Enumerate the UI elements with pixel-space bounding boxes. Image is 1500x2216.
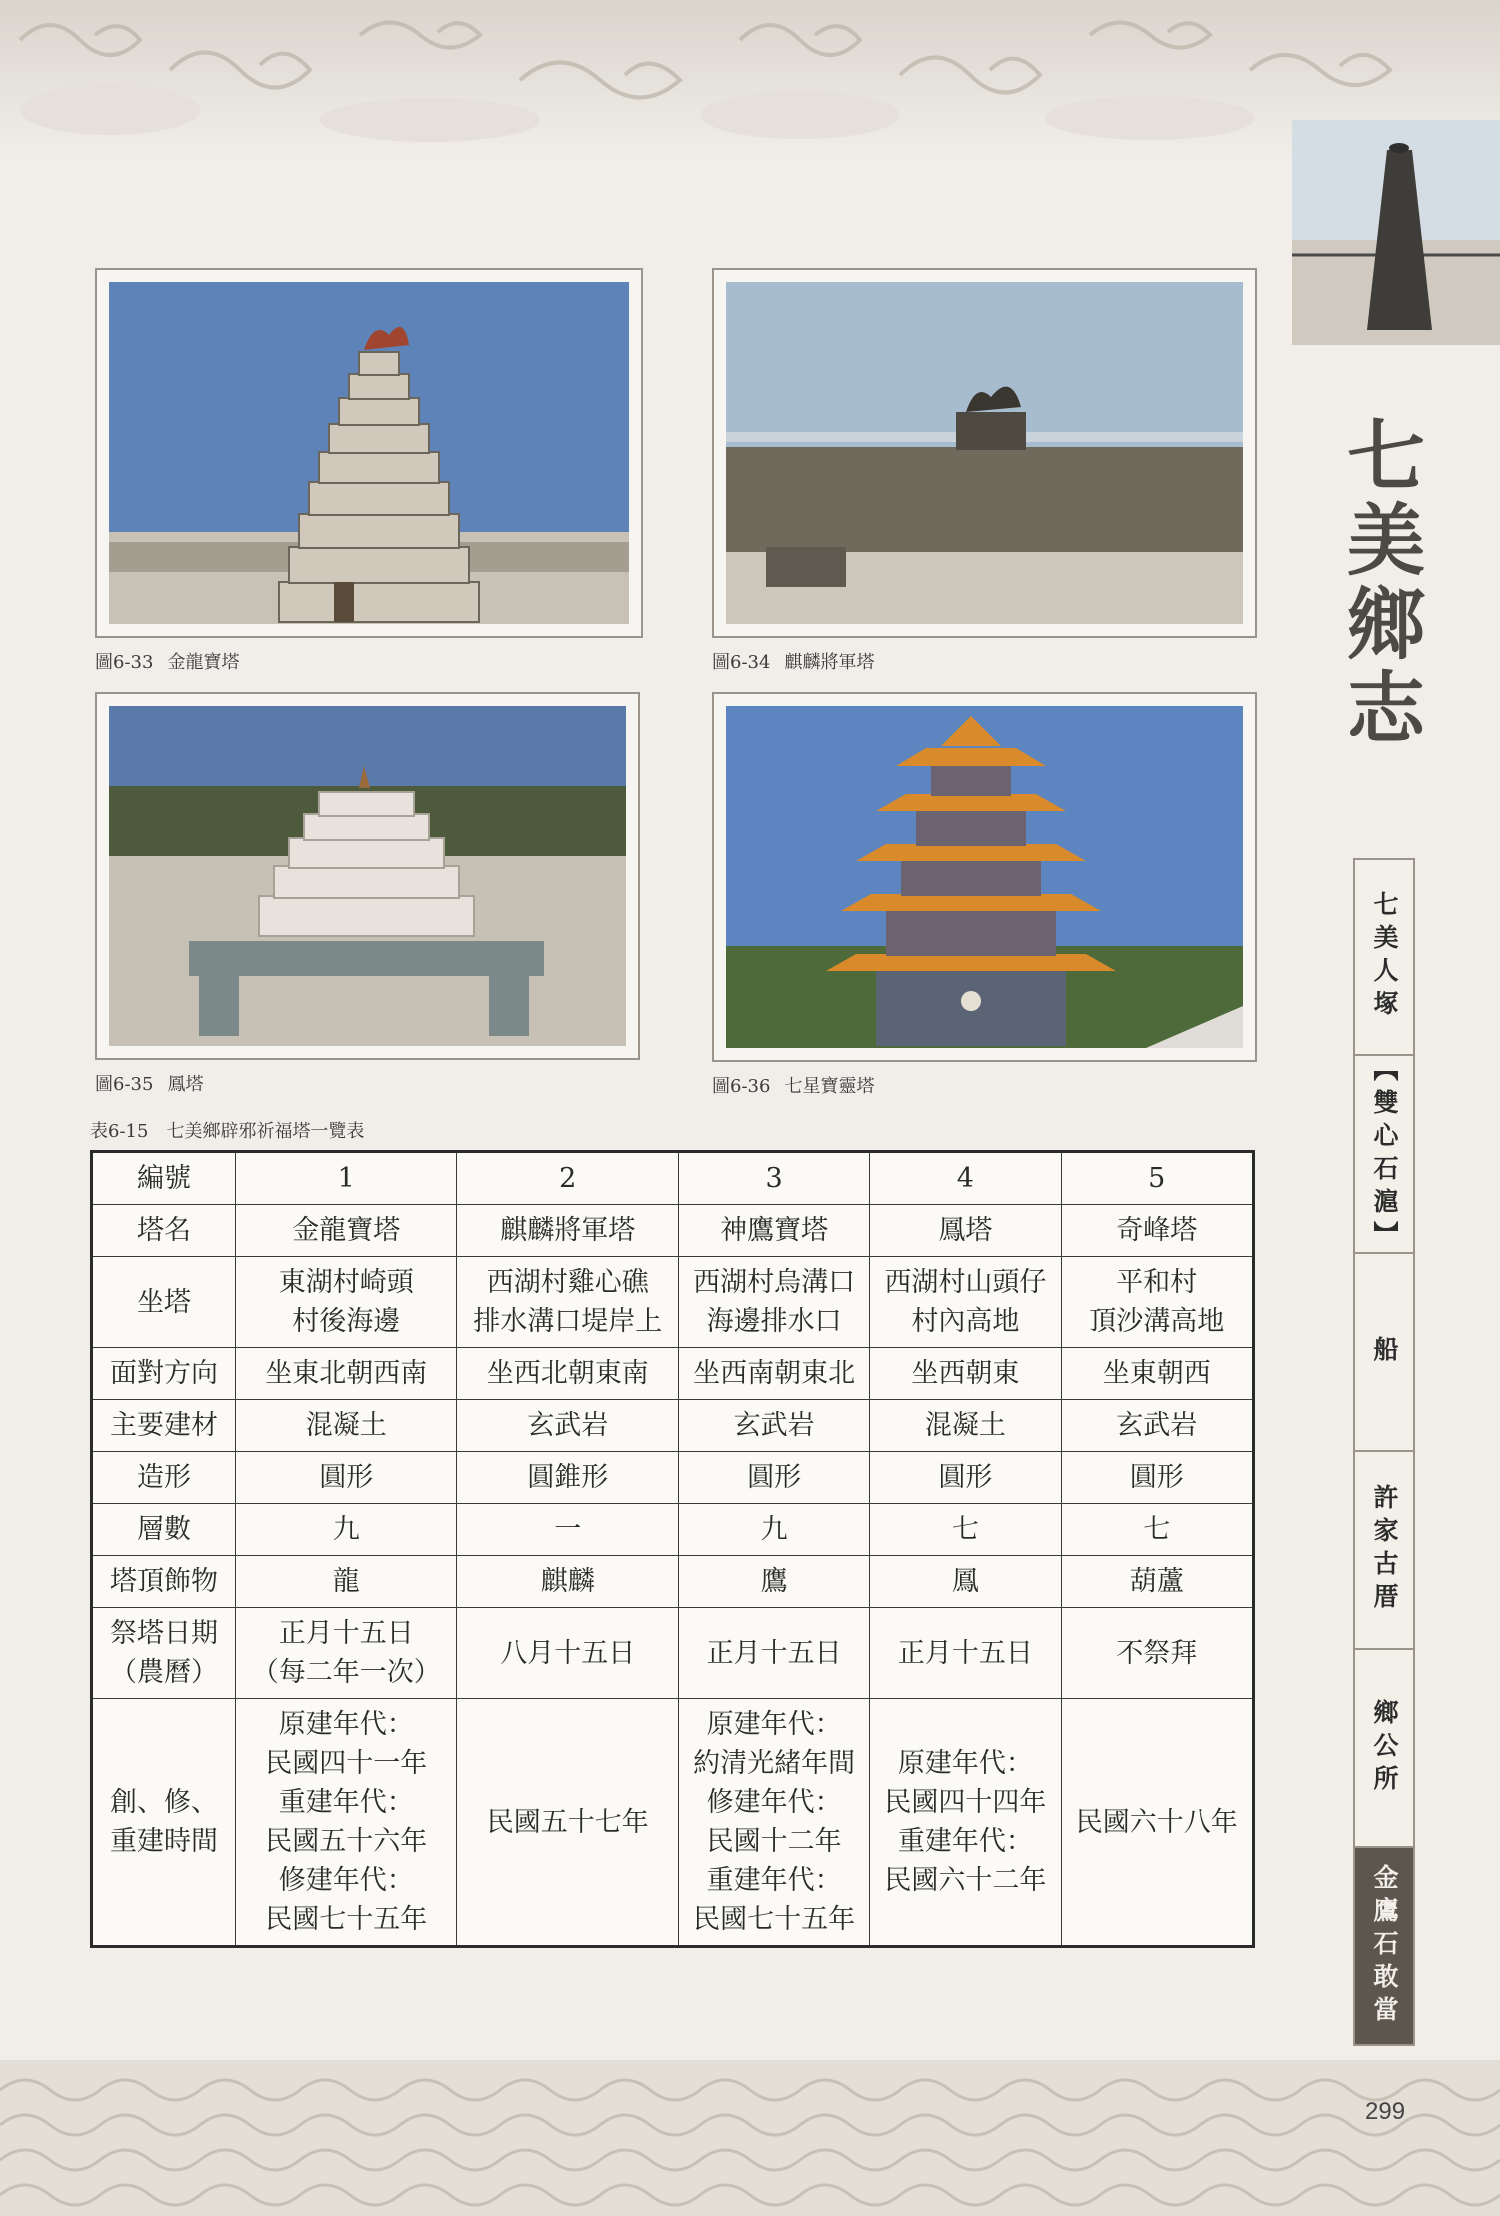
- cell-text: 4: [956, 1163, 974, 1194]
- figure-number: 圖6-34: [712, 652, 771, 673]
- table-cell: [870, 1348, 1061, 1400]
- book-title: 七美鄉志: [1334, 415, 1425, 751]
- cell-text: 麒麟: [540, 1566, 595, 1597]
- cell-text: 神鷹寶塔: [720, 1215, 829, 1246]
- table-cell: [236, 1504, 457, 1556]
- table-cell: [678, 1348, 869, 1400]
- cell-text: 西湖村烏溝口: [693, 1267, 856, 1298]
- cell-text: 民國六十二年: [884, 1865, 1047, 1896]
- table-cell: [457, 1152, 678, 1205]
- footer-wave-decoration: [0, 2060, 1500, 2216]
- cell-text: 5: [1148, 1163, 1166, 1194]
- row-header-text: 坐塔: [137, 1286, 191, 1318]
- table-cell: [678, 1699, 869, 1947]
- table-cell: [678, 1504, 869, 1556]
- table-cell: [678, 1257, 869, 1348]
- cell-text: 1: [337, 1163, 355, 1194]
- table-cell: [870, 1556, 1061, 1608]
- table-cell: [457, 1257, 678, 1348]
- table-cell: [870, 1257, 1061, 1348]
- page-number: 299: [1365, 2098, 1406, 2125]
- cell-text: 原建年代：: [278, 1709, 414, 1740]
- table-row: [92, 1257, 1254, 1348]
- cell-text: 民國七十五年: [265, 1904, 428, 1935]
- table-row: [92, 1504, 1254, 1556]
- cell-text: 不祭拜: [1116, 1637, 1198, 1669]
- cell-text: 金龍寶塔: [292, 1215, 401, 1246]
- table-cell: [457, 1400, 678, 1452]
- table-cell: [457, 1608, 678, 1699]
- header-cloud-decoration: [0, 0, 1500, 160]
- cell-text: 奇峰塔: [1116, 1215, 1198, 1246]
- cell-text: 頂沙溝高地: [1089, 1306, 1225, 1337]
- figure-title: 七星寶靈塔: [784, 1076, 875, 1097]
- side-tab-label: 七美人塚: [1370, 891, 1399, 1023]
- cell-text: 東湖村崎頭: [278, 1267, 414, 1298]
- cell-text: 混凝土: [305, 1410, 387, 1441]
- table-row: [92, 1152, 1254, 1205]
- table-cell: [870, 1504, 1061, 1556]
- row-header-text: 面對方向: [110, 1358, 218, 1389]
- table-cell: [1061, 1152, 1253, 1205]
- cell-text: 坐東北朝西南: [265, 1358, 428, 1389]
- table-cell: [1061, 1205, 1253, 1257]
- cell-text: 玄武岩: [733, 1410, 815, 1441]
- cell-text: 圓形: [319, 1462, 374, 1493]
- figure-caption: [712, 648, 874, 674]
- cell-text: 正月十五日: [897, 1637, 1033, 1669]
- cell-text: 坐西北朝東南: [486, 1358, 649, 1389]
- side-tab-label: 【雙心石滬】: [1370, 1056, 1399, 1254]
- cell-text: 圓形: [1129, 1462, 1184, 1493]
- table-cell: [678, 1452, 869, 1504]
- row-header-text: 層數: [137, 1514, 191, 1545]
- table-row: [92, 1205, 1254, 1257]
- side-tab-hsu-house[interactable]: [1353, 1452, 1415, 1650]
- table-cell: [1061, 1400, 1253, 1452]
- pagoda-photo: [726, 706, 1243, 1048]
- cell-text: 民國十二年: [706, 1826, 842, 1857]
- cell-text: 重建年代：: [897, 1826, 1033, 1857]
- table-cell: [678, 1556, 869, 1608]
- cell-text: 坐西朝東: [911, 1358, 1020, 1389]
- table-cell: [236, 1257, 457, 1348]
- cell-text: 西湖村雞心礁: [486, 1267, 649, 1298]
- row-header-text: 主要建材: [110, 1410, 218, 1441]
- table-cell: [1061, 1452, 1253, 1504]
- table-cell: [870, 1452, 1061, 1504]
- row-header: [92, 1257, 236, 1348]
- cell-text: 排水溝口堤岸上: [473, 1306, 663, 1337]
- table-row: [92, 1699, 1254, 1947]
- row-header-text: 編號: [137, 1163, 191, 1194]
- cell-text: 圓錐形: [527, 1462, 609, 1493]
- table-cell: [457, 1504, 678, 1556]
- cell-text: 平和村: [1116, 1267, 1198, 1298]
- cell-text: 民國七十五年: [693, 1904, 856, 1935]
- figure-caption: [712, 1072, 874, 1098]
- table-cell: [678, 1205, 869, 1257]
- cell-text: 正月十五日: [706, 1637, 842, 1669]
- table-cell: [870, 1699, 1061, 1947]
- cell-text: 原建年代：: [706, 1709, 842, 1740]
- cell-text: 民國五十七年: [486, 1806, 649, 1838]
- figure-seven-star-pagoda: [712, 692, 1257, 1062]
- cell-text: 民國四十一年: [265, 1748, 428, 1779]
- cell-text: 民國五十六年: [265, 1826, 428, 1857]
- table-label: 表6-15 七美鄉辟邪祈福塔一覽表: [90, 1121, 365, 1142]
- cell-text: 一: [554, 1514, 582, 1545]
- figure-caption: [95, 648, 239, 674]
- row-header: [92, 1504, 236, 1556]
- row-header-text: 塔名: [137, 1215, 191, 1246]
- table-cell: [870, 1400, 1061, 1452]
- table-cell: [236, 1699, 457, 1947]
- table-cell: [1061, 1556, 1253, 1608]
- table-cell: [457, 1452, 678, 1504]
- figure-number: 圖6-35: [95, 1074, 154, 1095]
- corner-photo: [1292, 120, 1500, 345]
- row-header: [92, 1699, 236, 1947]
- table-cell: [457, 1699, 678, 1947]
- row-header: [92, 1400, 236, 1452]
- table-cell: [236, 1400, 457, 1452]
- table-row: [92, 1400, 1254, 1452]
- table-cell: [457, 1205, 678, 1257]
- cell-text: 修建年代：: [278, 1865, 414, 1896]
- cell-text: 七: [1143, 1514, 1171, 1545]
- cell-text: 坐東朝西: [1102, 1358, 1211, 1389]
- table-cell: [236, 1608, 457, 1699]
- cell-text: 原建年代：: [897, 1748, 1033, 1779]
- row-header-text: 塔頂飾物: [110, 1566, 218, 1597]
- table-row: [92, 1348, 1254, 1400]
- cell-text: 九: [332, 1514, 360, 1545]
- table-row: [92, 1556, 1254, 1608]
- row-header: [92, 1556, 236, 1608]
- table-row: [92, 1608, 1254, 1699]
- cell-text: 村內高地: [911, 1306, 1020, 1337]
- cell-text: 鷹: [760, 1566, 788, 1597]
- row-header: [92, 1452, 236, 1504]
- figure-title: 金龍寶塔: [167, 652, 240, 673]
- row-header-text: 重建時間: [110, 1826, 218, 1857]
- side-tab-label: 鄉公所: [1370, 1698, 1399, 1798]
- figure-dragon-tower: [95, 268, 643, 638]
- cell-text: 重建年代：: [706, 1865, 842, 1896]
- table-cell: [457, 1348, 678, 1400]
- cell-text: 2: [559, 1163, 577, 1194]
- table-cell: [870, 1608, 1061, 1699]
- table-cell: [236, 1205, 457, 1257]
- row-header: [92, 1608, 236, 1699]
- table-cell: [236, 1452, 457, 1504]
- cell-text: （每二年一次）: [251, 1657, 441, 1688]
- cell-text: 葫蘆: [1129, 1566, 1184, 1597]
- table-cell: [1061, 1504, 1253, 1556]
- table-cell: [236, 1152, 457, 1205]
- table-cell: [678, 1152, 869, 1205]
- table-cell: [457, 1556, 678, 1608]
- cell-text: 七: [951, 1514, 979, 1545]
- table-cell: [1061, 1348, 1253, 1400]
- side-tab-boat[interactable]: [1353, 1254, 1415, 1452]
- cell-text: 約清光緒年間: [693, 1748, 856, 1779]
- cell-text: 鳳: [951, 1566, 979, 1597]
- table-cell: [236, 1556, 457, 1608]
- cell-text: 八月十五日: [500, 1637, 636, 1669]
- phoenix-tower-photo: [109, 706, 626, 1046]
- cell-text: 海邊排水口: [706, 1306, 842, 1337]
- cell-text: 玄武岩: [1116, 1410, 1198, 1441]
- cell-text: 龍: [332, 1566, 360, 1597]
- row-header: [92, 1152, 236, 1205]
- cell-text: 民國四十四年: [884, 1787, 1047, 1818]
- tower-table: [90, 1150, 1255, 1948]
- cell-text: 九: [760, 1514, 788, 1545]
- figure-phoenix-tower: [95, 692, 640, 1060]
- figure-number: 圖6-36: [712, 1076, 771, 1097]
- side-tab-label: 許家古厝: [1370, 1484, 1399, 1616]
- table-cell: [1061, 1699, 1253, 1947]
- figure-title: 麒麟將軍塔: [784, 652, 875, 673]
- cell-text: 玄武岩: [527, 1410, 609, 1441]
- table-cell: [678, 1400, 869, 1452]
- table-cell: [1061, 1257, 1253, 1348]
- cell-text: 民國六十八年: [1075, 1806, 1238, 1838]
- table-cell: [236, 1348, 457, 1400]
- table-row: [92, 1452, 1254, 1504]
- table-cell: [870, 1205, 1061, 1257]
- side-tab-golden-eagle-stone[interactable]: [1353, 1848, 1415, 2046]
- side-tab-qimei-tomb[interactable]: [1353, 858, 1415, 1056]
- cell-text: 村後海邊: [292, 1306, 401, 1337]
- dragon-tower-photo: [109, 282, 629, 624]
- cell-text: 圓形: [747, 1462, 802, 1493]
- cell-text: 鳳塔: [938, 1215, 993, 1246]
- row-header-text: 創、修、: [110, 1787, 218, 1818]
- qilin-tower-photo: [726, 282, 1243, 624]
- figure-title: 鳳塔: [167, 1074, 204, 1095]
- row-header: [92, 1205, 236, 1257]
- table-cell: [678, 1608, 869, 1699]
- table-cell: [1061, 1608, 1253, 1699]
- table-cell: [870, 1152, 1061, 1205]
- cell-text: 正月十五日: [278, 1618, 414, 1649]
- row-header: [92, 1348, 236, 1400]
- cell-text: 重建年代：: [278, 1787, 414, 1818]
- side-tab-label: 金鷹石敢當: [1370, 1863, 1399, 2029]
- cell-text: 坐西南朝東北: [693, 1358, 856, 1389]
- figure-qilin-tower: [712, 268, 1257, 638]
- cell-text: 西湖村山頭仔: [884, 1267, 1047, 1298]
- row-header-text: （農曆）: [110, 1657, 218, 1688]
- figure-number: 圖6-33: [95, 652, 154, 673]
- row-header-text: 造形: [137, 1462, 191, 1493]
- side-tab-twin-hearts[interactable]: [1353, 1056, 1415, 1254]
- figure-caption: [95, 1070, 203, 1096]
- side-tab-township-office[interactable]: [1353, 1650, 1415, 1848]
- side-tab-label: 船: [1370, 1335, 1399, 1369]
- row-header-text: 祭塔日期: [110, 1618, 218, 1649]
- cell-text: 圓形: [938, 1462, 993, 1493]
- cell-text: 3: [765, 1163, 783, 1194]
- cell-text: 麒麟將軍塔: [500, 1215, 636, 1246]
- cell-text: 修建年代：: [706, 1787, 842, 1818]
- cell-text: 混凝土: [924, 1410, 1006, 1441]
